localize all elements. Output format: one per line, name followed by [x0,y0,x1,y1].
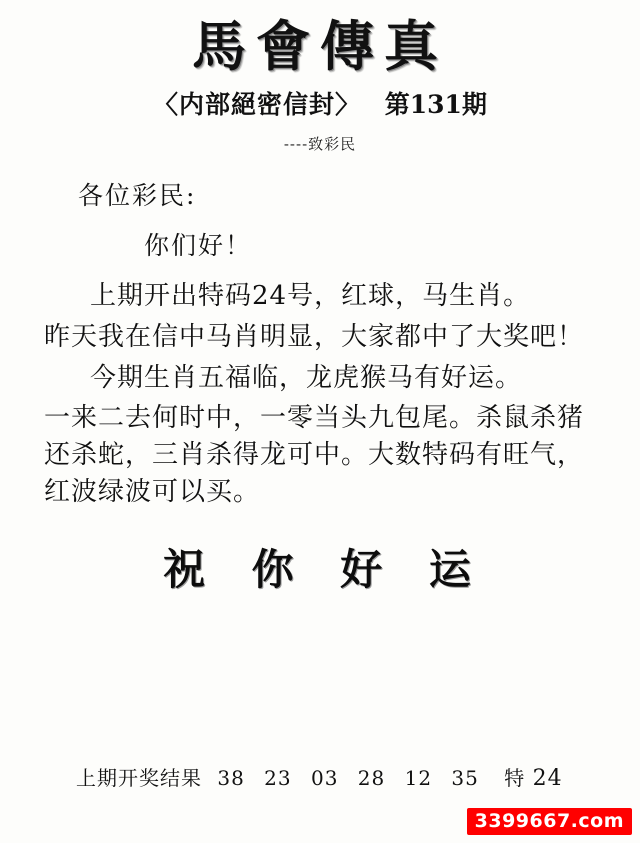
special-number-group [504,766,562,790]
paragraph-3: 今期生肖五福临，龙虎猴马有好运。 [90,362,523,393]
subtitle-bracket: 〈内部絕密信封〉 [153,89,362,119]
body-text [0,154,640,597]
subtitle-row [0,85,640,121]
title-block [0,0,640,154]
greeting-line-2: 你们好！ [144,230,253,260]
special-label: 特 [504,766,526,790]
draw-number: 35 [451,766,479,790]
draw-result-footer [0,762,640,791]
greeting-line-1: 各位彩民: [78,180,197,210]
paragraph-1: 上期开出特码24号，红球，马生肖。 [90,280,531,311]
site-watermark: 3399667.com [467,808,632,835]
draw-result-label: 上期开奖结果 [76,766,202,790]
paragraph-4: 一来二去何时中，一零当头九包尾。杀鼠杀猪还杀蛇，三肖杀得龙可中。大数特码有旺气，红波绿波可以买。 [44,403,585,508]
addressee-line: ----致彩民 [283,134,357,153]
blessing-line: 祝 你 好 运 [163,545,487,595]
special-number: 24 [532,766,563,791]
draw-number: 12 [404,766,433,790]
issue-label: 第131期 [384,89,487,119]
draw-result-numbers [217,766,498,790]
draw-number: 23 [264,766,292,790]
draw-number: 38 [217,766,245,790]
paragraph-2: 昨天我在信中马肖明显，大家都中了大奖吧！ [44,321,585,352]
draw-number: 28 [357,766,386,790]
page-title: 馬會傳真 [192,14,448,78]
draw-number: 03 [310,766,339,790]
